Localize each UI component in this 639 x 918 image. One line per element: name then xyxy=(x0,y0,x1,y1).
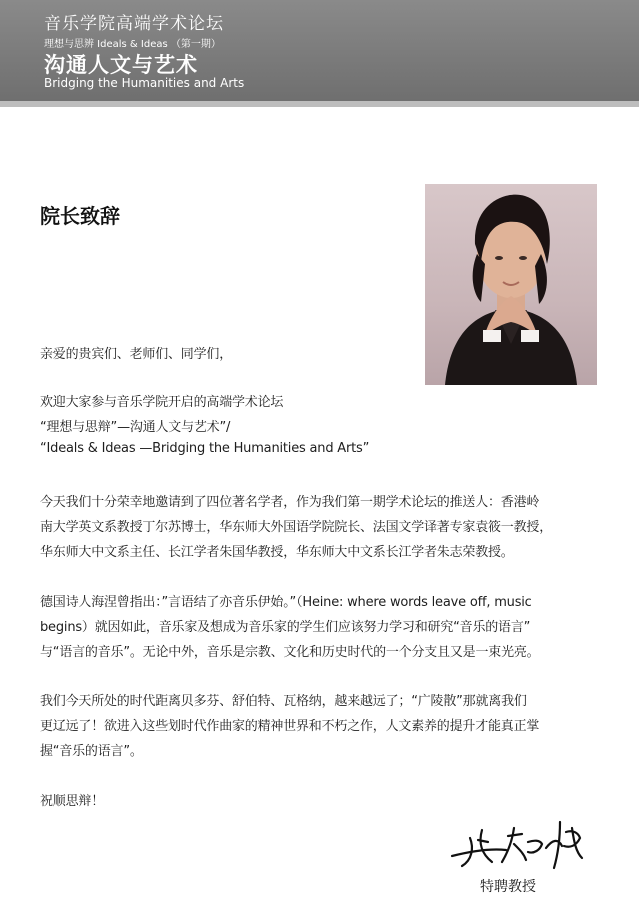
paragraph-2-line-3: 华东师大中文系主任、长江学者朱国华教授，华东师大中文系长江学者朱志荣教授。 xyxy=(40,545,514,560)
welcome-line-1: 欢迎大家参与音乐学院开启的高端学术论坛 xyxy=(40,395,284,410)
paragraph-3-line-1: 德国诗人海涅曾指出：”言语结了亦音乐伊始。”（Heine: where words leave off, music xyxy=(40,595,532,610)
closing-line: 祝顺思辩！ xyxy=(40,794,105,809)
paragraph-3-line-2: begins）就因如此，音乐家及想成为音乐家的学生们应该努力学习和研究“音乐的语言” xyxy=(40,620,531,635)
handwritten-signature-icon xyxy=(448,818,588,870)
paragraph-4-line-2: 更辽远了！欲进入这些划时代作曲家的精神世界和不朽之作，人文素养的提升才能真正掌 xyxy=(40,719,540,734)
forum-title: 音乐学院高端学术论坛 xyxy=(44,14,224,34)
banner-divider xyxy=(0,101,639,107)
person-portrait-icon xyxy=(425,184,597,385)
forum-main-title-en: Bridging the Humanities and Arts xyxy=(44,76,245,90)
paragraph-2-line-2: 南大学英文系教授丁尔苏博士，华东师大外国语学院院长、法国文学译著专家袁筱一教授， xyxy=(40,520,553,535)
forum-subtitle: 理想与思辨 Ideals & Ideas （第一期） xyxy=(44,39,221,50)
signature-title: 特聘教授 xyxy=(480,879,536,895)
forum-main-title: 沟通人文与艺术 xyxy=(44,53,198,77)
greeting-line: 亲爱的贵宾们、老师们、同学们， xyxy=(40,347,233,362)
header-banner xyxy=(0,0,639,101)
paragraph-4-line-3: 握“音乐的语言”。 xyxy=(40,744,143,759)
welcome-line-3: “Ideals & Ideas —Bridging the Humanities and Arts” xyxy=(40,441,370,456)
welcome-line-2: “理想与思辩”—沟通人文与艺术”/ xyxy=(40,420,231,435)
paragraph-4-line-1: 我们今天所处的时代距离贝多芬、舒伯特、瓦格纳，越来越远了；“广陵散”那就离我们 xyxy=(40,694,527,709)
portrait-photo xyxy=(425,184,597,385)
page-title: 院长致辞 xyxy=(40,204,120,228)
paragraph-3-line-3: 与“语言的音乐”。无论中外，音乐是宗教、文化和历史时代的一个分支且又是一束光亮。 xyxy=(40,645,540,660)
paragraph-2-line-1: 今天我们十分荣幸地邀请到了四位著名学者，作为我们第一期学术论坛的推送人：香港岭 xyxy=(40,495,540,510)
